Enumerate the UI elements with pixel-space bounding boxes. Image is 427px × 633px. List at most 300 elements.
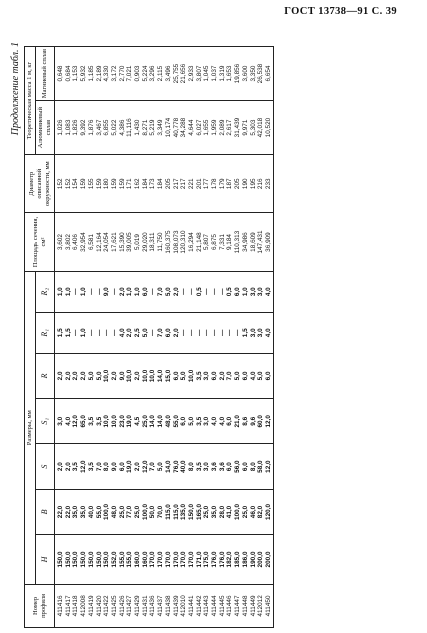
cell-area: 6,581 bbox=[88, 213, 96, 271]
cell-r2: 1,0 bbox=[126, 271, 134, 312]
cell-al-mass: 31,439 bbox=[234, 101, 242, 155]
cell-h: 152,0 bbox=[111, 535, 119, 585]
cell-area: 29,020 bbox=[142, 213, 150, 271]
cell-h: 200,0 bbox=[257, 535, 265, 585]
table-row bbox=[157, 47, 165, 628]
header-profile: Номер профиля bbox=[25, 584, 55, 627]
cell-s: 2,0 bbox=[134, 444, 142, 489]
cell-r1: 3,0 bbox=[257, 312, 265, 353]
cell-s1: 48,0 bbox=[165, 399, 173, 444]
cell-profile: 411422 bbox=[103, 584, 111, 627]
table-row bbox=[250, 47, 258, 628]
cell-al-mass: 34,288 bbox=[180, 101, 188, 155]
cell-r2: 1,0 bbox=[65, 271, 73, 312]
cell-s: 5,0 bbox=[157, 444, 165, 489]
cell-s: 14,0 bbox=[165, 444, 173, 489]
cell-diameter: 162 bbox=[134, 155, 142, 213]
cell-s: 7,0 bbox=[96, 444, 104, 489]
cell-al-mass: 1,876 bbox=[88, 101, 96, 155]
cell-area: 16,294 bbox=[188, 213, 196, 271]
cell-s1: 4,0 bbox=[65, 399, 73, 444]
cell-s: 6,0 bbox=[226, 444, 234, 489]
cell-r2: 1,0 bbox=[80, 271, 88, 312]
cell-mg-mass: 2,189 bbox=[96, 47, 104, 101]
cell-r: 10,0 bbox=[103, 353, 111, 398]
cell-r: 2,0 bbox=[80, 353, 88, 398]
table-row bbox=[203, 47, 211, 628]
cell-r2: — bbox=[72, 271, 80, 312]
cell-r1: — bbox=[203, 312, 211, 353]
table-row bbox=[119, 47, 127, 628]
cell-h: 170,0 bbox=[157, 535, 165, 585]
cell-s1: 3,5 bbox=[88, 399, 96, 444]
cell-s1: 14,0 bbox=[149, 399, 157, 444]
cell-diameter: 201 bbox=[196, 155, 204, 213]
cell-s: 40,0 bbox=[180, 444, 188, 489]
cell-b: 46,0 bbox=[250, 489, 258, 534]
cell-diameter: 159 bbox=[119, 155, 127, 213]
cell-profile: 411438 bbox=[165, 584, 173, 627]
cell-profile: 411436 bbox=[149, 584, 157, 627]
table-row bbox=[96, 47, 104, 628]
cell-al-mass: 3,467 bbox=[96, 101, 104, 155]
cell-mg-mass: 5,224 bbox=[142, 47, 150, 101]
table-row bbox=[196, 47, 204, 628]
cell-area: 12,164 bbox=[96, 213, 104, 271]
cell-b: 25,0 bbox=[134, 489, 142, 534]
cell-s1: 65,0 bbox=[80, 399, 88, 444]
cell-r1: — bbox=[196, 312, 204, 353]
profiles-table bbox=[24, 46, 274, 628]
cell-r2: 5,0 bbox=[165, 271, 173, 312]
cell-s1: 5,0 bbox=[188, 399, 196, 444]
cell-s1: 9,6 bbox=[250, 399, 258, 444]
cell-profile: 412008 bbox=[80, 584, 88, 627]
cell-al-mass: 5,022 bbox=[111, 101, 119, 155]
cell-mg-mass: 3,807 bbox=[196, 47, 204, 101]
cell-profile: 411429 bbox=[134, 584, 142, 627]
cell-r1: 1,0 bbox=[80, 312, 88, 353]
cell-r: 6,0 bbox=[242, 353, 250, 398]
cell-s1: 4,5 bbox=[134, 399, 142, 444]
table-row bbox=[103, 47, 111, 628]
cell-al-mass: 5,219 bbox=[149, 101, 157, 155]
cell-r: 5,0 bbox=[96, 353, 104, 398]
rotated-table-block bbox=[8, 28, 406, 628]
table-row bbox=[242, 47, 250, 628]
cell-b: 35,0 bbox=[211, 489, 219, 534]
cell-b: 40,0 bbox=[88, 489, 96, 534]
table-row bbox=[265, 47, 273, 628]
cell-h: 170,0 bbox=[149, 535, 157, 585]
table-row bbox=[149, 47, 157, 628]
cell-profile: 411431 bbox=[142, 584, 150, 627]
cell-s: 3,0 bbox=[203, 444, 211, 489]
cell-b: 48,0 bbox=[111, 489, 119, 534]
table-row bbox=[257, 47, 265, 628]
cell-r2: — bbox=[96, 271, 104, 312]
cell-r1: 6,0 bbox=[165, 312, 173, 353]
cell-r1: 1,5 bbox=[55, 312, 65, 353]
cell-s: 58,0 bbox=[257, 444, 265, 489]
cell-r: 10,0 bbox=[149, 353, 157, 398]
cell-profile: 411419 bbox=[88, 584, 96, 627]
header-mass: Теоретическая масса 1 м, кг bbox=[25, 47, 36, 155]
cell-b: 100,0 bbox=[142, 489, 150, 534]
cell-r1: — bbox=[211, 312, 219, 353]
cell-s: 8,0 bbox=[250, 444, 258, 489]
cell-b: 25,0 bbox=[119, 489, 127, 534]
table-row bbox=[142, 47, 150, 628]
cell-area: 6,406 bbox=[72, 213, 80, 271]
cell-mg-mass: 6,654 bbox=[265, 47, 273, 101]
cell-profile: 412012 bbox=[257, 584, 265, 627]
cell-mg-mass: 26,538 bbox=[257, 47, 265, 101]
cell-r2: 6,0 bbox=[142, 271, 150, 312]
cell-r2: — bbox=[88, 271, 96, 312]
cell-r1: 4,0 bbox=[119, 312, 127, 353]
cell-area: 34,986 bbox=[242, 213, 250, 271]
cell-r2: 6,0 bbox=[234, 271, 242, 312]
cell-s: 12,0 bbox=[142, 444, 150, 489]
cell-area: 6,875 bbox=[211, 213, 219, 271]
cell-b: 100,0 bbox=[234, 489, 242, 534]
cell-h: 155,0 bbox=[119, 535, 127, 585]
cell-h: 170,0 bbox=[173, 535, 181, 585]
cell-diameter: 233 bbox=[265, 155, 273, 213]
cell-profile: 411445 bbox=[219, 584, 227, 627]
cell-b: 50,0 bbox=[149, 489, 157, 534]
cell-s1: 23,0 bbox=[119, 399, 127, 444]
cell-b: 22,0 bbox=[55, 489, 65, 534]
cell-profile: 411437 bbox=[157, 584, 165, 627]
cell-r2: — bbox=[149, 271, 157, 312]
cell-mg-mass: 3,496 bbox=[165, 47, 173, 101]
cell-r: 2,0 bbox=[134, 353, 142, 398]
cell-r: 10,0 bbox=[126, 353, 134, 398]
cell-b: 150,0 bbox=[188, 489, 196, 534]
cell-b: 55,0 bbox=[96, 489, 104, 534]
cell-diameter: 221 bbox=[188, 155, 196, 213]
cell-b: 82,0 bbox=[257, 489, 265, 534]
cell-al-mass: 5,303 bbox=[250, 101, 258, 155]
cell-s: 3,5 bbox=[196, 444, 204, 489]
cell-s: 6,0 bbox=[119, 444, 127, 489]
cell-mg-mass: 0,903 bbox=[134, 47, 142, 101]
cell-profile: 411441 bbox=[188, 584, 196, 627]
cell-r2: — bbox=[219, 271, 227, 312]
table-body bbox=[55, 47, 274, 628]
cell-s: 12,0 bbox=[80, 444, 88, 489]
cell-diameter: 154 bbox=[72, 155, 80, 213]
cell-s: 6,0 bbox=[242, 444, 250, 489]
cell-mg-mass: 1,653 bbox=[226, 47, 234, 101]
header-h: H bbox=[36, 535, 55, 585]
table-row bbox=[88, 47, 96, 628]
cell-mg-mass: 19,856 bbox=[234, 47, 242, 101]
cell-diameter: 216 bbox=[257, 155, 265, 213]
cell-al-mass: 11,116 bbox=[126, 101, 134, 155]
cell-al-mass: 9,392 bbox=[80, 101, 88, 155]
header-r: R bbox=[36, 353, 55, 398]
cell-s: 3,5 bbox=[72, 444, 80, 489]
cell-mg-mass: 7,021 bbox=[126, 47, 134, 101]
cell-h: 200,0 bbox=[265, 535, 273, 585]
cell-mg-mass: 3,172 bbox=[111, 47, 119, 101]
cell-h: 150,0 bbox=[80, 535, 88, 585]
cell-diameter: 184 bbox=[157, 155, 165, 213]
table-row bbox=[219, 47, 227, 628]
cell-s1: 3,0 bbox=[55, 399, 65, 444]
cell-s1: 4,0 bbox=[211, 399, 219, 444]
cell-r: 2,0 bbox=[55, 353, 65, 398]
cell-r: 2,0 bbox=[219, 353, 227, 398]
cell-r2: 0,5 bbox=[196, 271, 204, 312]
cell-b: 22,0 bbox=[65, 489, 73, 534]
cell-r1: — bbox=[103, 312, 111, 353]
cell-mg-mass: 2,933 bbox=[188, 47, 196, 101]
cell-h: 150,0 bbox=[65, 535, 73, 585]
cell-s1: 8,6 bbox=[242, 399, 250, 444]
table-row bbox=[211, 47, 219, 628]
cell-diameter: 152 bbox=[65, 155, 73, 213]
cell-al-mass: 2,617 bbox=[226, 101, 234, 155]
cell-mg-mass: 1,153 bbox=[72, 47, 80, 101]
cell-h: 160,0 bbox=[142, 535, 150, 585]
cell-b: 100,0 bbox=[103, 489, 111, 534]
cell-diameter: 195 bbox=[250, 155, 258, 213]
cell-r1: — bbox=[88, 312, 96, 353]
cell-r1: — bbox=[180, 312, 188, 353]
cell-area: 3,802 bbox=[65, 213, 73, 271]
cell-diameter: 178 bbox=[211, 155, 219, 213]
cell-r2: 7,0 bbox=[157, 271, 165, 312]
cell-r1: — bbox=[96, 312, 104, 353]
cell-s1: 6,0 bbox=[226, 399, 234, 444]
cell-r: 2,0 bbox=[72, 353, 80, 398]
table-row bbox=[126, 47, 134, 628]
cell-diameter: 190 bbox=[242, 155, 250, 213]
cell-h: 155,0 bbox=[126, 535, 134, 585]
cell-diameter: 184 bbox=[142, 155, 150, 213]
cell-profile: 411448 bbox=[242, 584, 250, 627]
cell-mg-mass: 1,319 bbox=[219, 47, 227, 101]
cell-r: 5,0 bbox=[257, 353, 265, 398]
cell-area: 15,390 bbox=[119, 213, 127, 271]
cell-r2: — bbox=[188, 271, 196, 312]
cell-profile: 411439 bbox=[173, 584, 181, 627]
cell-h: 170,0 bbox=[165, 535, 173, 585]
cell-r1: — bbox=[219, 312, 227, 353]
table-row bbox=[72, 47, 80, 628]
cell-r: 3,5 bbox=[196, 353, 204, 398]
table-row bbox=[165, 47, 173, 628]
cell-r1: 2,5 bbox=[134, 312, 142, 353]
cell-r1: — bbox=[188, 312, 196, 353]
cell-h: 160,0 bbox=[134, 535, 142, 585]
cell-s: 19,0 bbox=[126, 444, 134, 489]
cell-s1: 3,0 bbox=[203, 399, 211, 444]
cell-s: 3,6 bbox=[211, 444, 219, 489]
cell-r2: 1,0 bbox=[55, 271, 65, 312]
cell-r2: 4,0 bbox=[265, 271, 273, 312]
header-diameter: Диаметр описанной окружности, мм bbox=[25, 155, 55, 213]
cell-s: 8,0 bbox=[103, 444, 111, 489]
cell-area: 18,609 bbox=[250, 213, 258, 271]
cell-profile: 411427 bbox=[126, 584, 134, 627]
cell-s1: 14,0 bbox=[157, 399, 165, 444]
cell-area: 110,313 bbox=[234, 213, 242, 271]
cell-al-mass: 3,349 bbox=[157, 101, 165, 155]
cell-r1: 5,0 bbox=[142, 312, 150, 353]
cell-profile: 411418 bbox=[72, 584, 80, 627]
cell-mg-mass: 1,037 bbox=[211, 47, 219, 101]
cell-diameter: 155 bbox=[88, 155, 96, 213]
cell-al-mass: 9,971 bbox=[242, 101, 250, 155]
cell-s: 3,5 bbox=[88, 444, 96, 489]
cell-r: 14,0 bbox=[157, 353, 165, 398]
cell-r: 2,0 bbox=[65, 353, 73, 398]
cell-area: 36,909 bbox=[265, 213, 273, 271]
cell-diameter: 180 bbox=[103, 155, 111, 213]
cell-h: 176,0 bbox=[219, 535, 227, 585]
table-row bbox=[173, 47, 181, 628]
cell-mg-mass: 2,115 bbox=[157, 47, 165, 101]
cell-r2: 9,0 bbox=[103, 271, 111, 312]
cell-profile: 411425 bbox=[111, 584, 119, 627]
header-r2: R₂ bbox=[36, 271, 55, 312]
cell-r2: 2,0 bbox=[119, 271, 127, 312]
cell-h: 150,0 bbox=[103, 535, 111, 585]
cell-h: 186,0 bbox=[242, 535, 250, 585]
cell-al-mass: 1,083 bbox=[65, 101, 73, 155]
cell-r: 5,0 bbox=[234, 353, 242, 398]
cell-diameter: 217 bbox=[180, 155, 188, 213]
cell-mg-mass: 1,045 bbox=[203, 47, 211, 101]
cell-area: 160,375 bbox=[165, 213, 173, 271]
cell-area: 24,054 bbox=[103, 213, 111, 271]
cell-r: 6,0 bbox=[173, 353, 181, 398]
cell-r1: 3,0 bbox=[250, 312, 258, 353]
cell-r2: — bbox=[211, 271, 219, 312]
cell-b: 35,0 bbox=[72, 489, 80, 534]
cell-r: 10,0 bbox=[142, 353, 150, 398]
cell-r2: — bbox=[203, 271, 211, 312]
cell-r1: 2,0 bbox=[126, 312, 134, 353]
cell-h: 182,0 bbox=[226, 535, 234, 585]
cell-s1: 3,5 bbox=[196, 399, 204, 444]
cell-al-mass: 6,027 bbox=[196, 101, 204, 155]
cell-diameter: 205 bbox=[234, 155, 242, 213]
cell-mg-mass: 21,656 bbox=[180, 47, 188, 101]
cell-profile: 412010 bbox=[180, 584, 188, 627]
cell-h: 150,0 bbox=[55, 535, 65, 585]
cell-profile: 411443 bbox=[203, 584, 211, 627]
cell-r1: — bbox=[72, 312, 80, 353]
cell-r2: — bbox=[180, 271, 188, 312]
cell-profile: 411446 bbox=[226, 584, 234, 627]
cell-profile: 411450 bbox=[265, 584, 273, 627]
cell-profile: 411417 bbox=[65, 584, 73, 627]
cell-area: 21,148 bbox=[196, 213, 204, 271]
cell-b: 28,0 bbox=[219, 489, 227, 534]
cell-diameter: 205 bbox=[165, 155, 173, 213]
cell-s: 9,0 bbox=[111, 444, 119, 489]
cell-s1: 25,0 bbox=[142, 399, 150, 444]
cell-al-mass: 2,089 bbox=[219, 101, 227, 155]
cell-h: 150,0 bbox=[72, 535, 80, 585]
cell-area: 5,807 bbox=[203, 213, 211, 271]
table-row bbox=[55, 47, 65, 628]
cell-mg-mass: 2,770 bbox=[119, 47, 127, 101]
cell-r1: 7,0 bbox=[157, 312, 165, 353]
cell-diameter: 159 bbox=[111, 155, 119, 213]
cell-s: 12,0 bbox=[265, 444, 273, 489]
table-row bbox=[234, 47, 242, 628]
header-area: Площадь сечения, см² bbox=[25, 213, 55, 271]
cell-al-mass: 1,655 bbox=[203, 101, 211, 155]
header-s: S bbox=[36, 444, 55, 489]
table-row bbox=[80, 47, 88, 628]
cell-b: 135,0 bbox=[180, 489, 188, 534]
cell-al-mass: 10,174 bbox=[165, 101, 173, 155]
standard-header: ГОСТ 13738—91 С. 39 bbox=[284, 6, 397, 17]
cell-b: 77,0 bbox=[126, 489, 134, 534]
cell-r1: — bbox=[149, 312, 157, 353]
cell-b: 115,0 bbox=[165, 489, 173, 534]
header-b: B bbox=[36, 489, 55, 534]
cell-s: 2,0 bbox=[65, 444, 73, 489]
cell-diameter: 171 bbox=[126, 155, 134, 213]
cell-profile: 411449 bbox=[250, 584, 258, 627]
cell-r1: 1,5 bbox=[242, 312, 250, 353]
table-continuation-label: Продолжение табл. 1 bbox=[10, 42, 21, 136]
cell-al-mass: 10,520 bbox=[265, 101, 273, 155]
cell-s1: 12,0 bbox=[265, 399, 273, 444]
cell-al-mass: 1,430 bbox=[134, 101, 142, 155]
cell-r: 4,0 bbox=[250, 353, 258, 398]
cell-b: 25,0 bbox=[203, 489, 211, 534]
cell-b: 25,0 bbox=[242, 489, 250, 534]
cell-r2: 0,5 bbox=[226, 271, 234, 312]
cell-profile: 411447 bbox=[234, 584, 242, 627]
cell-s: 2,0 bbox=[55, 444, 65, 489]
cell-r: 3,0 bbox=[203, 353, 211, 398]
cell-mg-mass: 5,932 bbox=[80, 47, 88, 101]
cell-r: 7,0 bbox=[226, 353, 234, 398]
cell-al-mass: 4,644 bbox=[188, 101, 196, 155]
cell-r: 9,0 bbox=[119, 353, 127, 398]
cell-mg-mass: 0,648 bbox=[55, 47, 65, 101]
cell-profile: 411444 bbox=[211, 584, 219, 627]
cell-al-mass: 40,778 bbox=[173, 101, 181, 155]
cell-s: 76,0 bbox=[173, 444, 181, 489]
cell-diameter: 177 bbox=[203, 155, 211, 213]
cell-r: 6,0 bbox=[265, 353, 273, 398]
cell-area: 32,954 bbox=[80, 213, 88, 271]
cell-r1: — bbox=[226, 312, 234, 353]
header-al-alloy: Алюминиевый сплав bbox=[36, 101, 55, 155]
cell-r: 5,0 bbox=[180, 353, 188, 398]
cell-al-mass: 8,271 bbox=[142, 101, 150, 155]
cell-area: 17,621 bbox=[111, 213, 119, 271]
cell-b: 35,0 bbox=[80, 489, 88, 534]
cell-s1: 19,0 bbox=[126, 399, 134, 444]
header-dimensions: Размеры, мм bbox=[25, 271, 36, 584]
cell-s1: 55,0 bbox=[173, 399, 181, 444]
cell-r2: 1,0 bbox=[134, 271, 142, 312]
cell-diameter: 159 bbox=[80, 155, 88, 213]
